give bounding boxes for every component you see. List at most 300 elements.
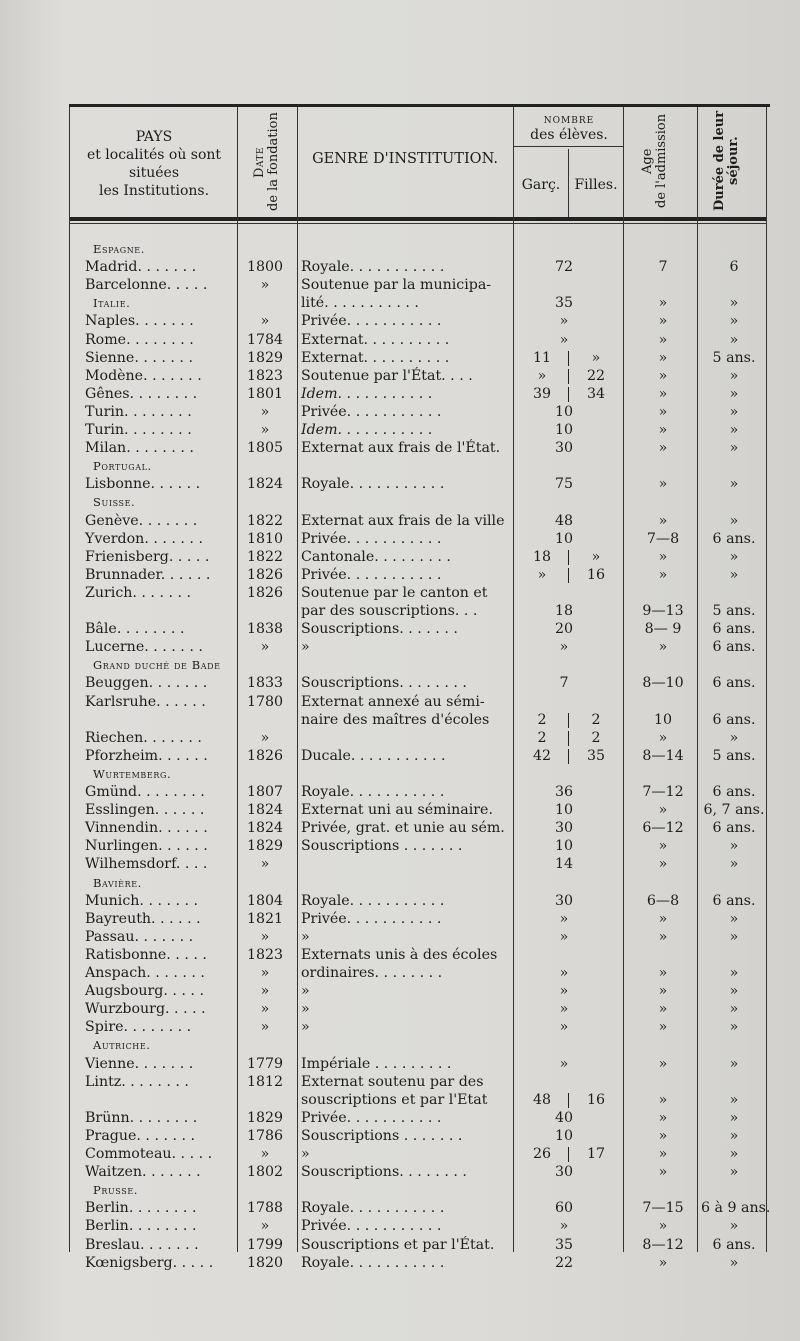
duree-cell: »	[729, 476, 739, 493]
cell-divider	[568, 550, 569, 565]
date-cell: 1824	[246, 802, 284, 819]
date-cell: »	[260, 983, 270, 1000]
age-cell: »	[658, 331, 668, 348]
pays-cell: Gênes. . . . . . . .	[85, 385, 198, 402]
eleves-cell: »	[559, 1218, 569, 1235]
eleves-cell: 35	[554, 295, 574, 312]
cell-divider	[568, 568, 569, 583]
date-cell: 1786	[246, 1127, 284, 1144]
genre-cell: Privée. . . . . . . . . . .	[301, 566, 442, 583]
top-rule	[69, 104, 770, 107]
genre-cell: Royale. . . . . . . . . . .	[301, 1254, 445, 1271]
date-cell: 1779	[246, 1055, 284, 1072]
age-cell: »	[658, 1164, 668, 1181]
pays-cell: Ratisbonne. . . . .	[85, 946, 207, 963]
table-row	[69, 1199, 771, 1217]
pays-cell: Breslau. . . . . . .	[85, 1236, 199, 1253]
duree-cell: »	[729, 1001, 739, 1018]
genre-cell: Souscriptions. . . . . . . .	[301, 1164, 467, 1181]
age-cell: »	[658, 349, 668, 366]
eleves-cell: 10	[554, 1127, 574, 1144]
date-cell: »	[260, 1218, 270, 1235]
duree-cell: »	[729, 385, 739, 402]
header-age-line: de l'admission	[654, 113, 669, 209]
eleves-cell: »	[559, 1055, 569, 1072]
section-heading: Grand duché de Bade	[93, 658, 221, 673]
date-cell: 1823	[246, 946, 284, 963]
duree-cell: 6 ans.	[712, 892, 756, 909]
pays-cell: Berlin. . . . . . . .	[85, 1218, 197, 1235]
genre-cell: Royale. . . . . . . . . . .	[301, 1200, 445, 1217]
pays-cell: Waitzen. . . . . . .	[85, 1164, 201, 1181]
eleves-cell: 48	[554, 512, 574, 529]
age-cell: »	[658, 838, 668, 855]
age-cell: »	[658, 1127, 668, 1144]
duree-cell: »	[729, 440, 739, 457]
date-cell: »	[260, 639, 270, 656]
table-row	[69, 674, 766, 692]
eleves-cell: »	[559, 331, 569, 348]
section-row	[69, 656, 766, 674]
table-row	[69, 349, 766, 367]
duree-cell: 6 ans.	[712, 530, 756, 547]
table-row	[69, 928, 766, 946]
duree-cell: 6 ans.	[712, 639, 756, 656]
pays-cell: Vinnendin. . . . . .	[85, 820, 208, 837]
genre-cell: Royale. . . . . . . . . . .	[301, 784, 445, 800]
genre-cell: Souscriptions . . . . . . .	[301, 1127, 463, 1144]
table-row	[69, 403, 766, 421]
genre-cell: Privée. . . . . . . . . . .	[301, 313, 442, 330]
date-cell: 1780	[246, 693, 284, 710]
header-date	[253, 110, 283, 214]
section-heading: Wurtemberg.	[93, 766, 172, 781]
header-filles: Filles.	[574, 177, 618, 193]
pays-cell: Modène. . . . . . .	[85, 367, 202, 384]
table-row	[69, 1091, 766, 1109]
pays-cell: Lintz. . . . . . . .	[85, 1073, 189, 1090]
genre-cell: Privée, grat. et unie au sém.	[301, 820, 505, 837]
header-date-line: de la fondation	[266, 112, 281, 212]
age-cell: »	[658, 422, 668, 438]
pays-cell: Wurzbourg. . . . .	[85, 1001, 206, 1018]
date-cell: »	[260, 403, 270, 420]
table-row	[69, 982, 766, 1000]
date-cell: 1812	[246, 1073, 284, 1090]
date-cell: 1838	[246, 621, 284, 638]
pays-cell: Kœnigsberg. . . . .	[85, 1254, 214, 1271]
table-row	[69, 1254, 766, 1272]
pays-cell: Barcelonne. . . . .	[85, 277, 208, 294]
eleves-cell: »	[559, 639, 569, 656]
age-cell: 8— 9	[644, 621, 682, 638]
pays-cell: Prague. . . . . . .	[85, 1127, 196, 1144]
duree-cell: »	[729, 1109, 739, 1126]
cell-divider	[568, 749, 569, 764]
eleves-cell: »	[559, 1001, 569, 1018]
eleves-cell: 30	[554, 820, 574, 837]
genre-cell: Ducale. . . . . . . . . . .	[301, 747, 446, 764]
date-cell: 1799	[246, 1236, 284, 1253]
date-cell: 1824	[246, 820, 284, 837]
garcons-cell: 26	[532, 1146, 552, 1162]
genre-cell: Impériale . . . . . . . . .	[301, 1055, 452, 1072]
filles-cell: 22	[586, 367, 606, 384]
garcons-cell: 11	[532, 349, 552, 366]
date-cell: 1822	[246, 548, 284, 565]
age-cell: »	[658, 928, 668, 945]
age-cell: »	[658, 1019, 668, 1036]
pays-cell: Milan. . . . . . . .	[85, 440, 194, 457]
garcons-cell: 48	[532, 1091, 552, 1108]
garcons-cell: 2	[537, 729, 547, 746]
cell-divider	[568, 387, 569, 402]
table-row	[69, 729, 766, 747]
table-row	[69, 258, 766, 276]
genre-cell: Souscriptions et par l'État.	[301, 1236, 495, 1253]
pays-cell: Yverdon. . . . . . .	[85, 530, 203, 547]
table-row	[69, 1145, 766, 1163]
age-cell: »	[658, 910, 668, 927]
pays-cell: Wilhemsdorf. . . .	[85, 856, 208, 873]
cell-divider	[568, 1093, 569, 1108]
section-row	[69, 1181, 766, 1199]
date-cell: 1810	[246, 530, 284, 547]
age-cell: »	[658, 440, 668, 457]
genre-cell: »	[301, 928, 310, 945]
garcons-cell: 42	[532, 747, 552, 764]
garcons-cell: »	[537, 367, 547, 384]
pays-cell: Rome. . . . . . . .	[85, 331, 194, 348]
pays-cell: Gmünd. . . . . . . .	[85, 784, 205, 800]
age-cell: »	[658, 548, 668, 565]
date-cell: 1823	[246, 367, 284, 384]
pays-cell: Passau. . . . . . .	[85, 928, 194, 945]
table-row	[69, 439, 766, 457]
garcons-cell: »	[537, 566, 547, 583]
eleves-cell: »	[559, 1019, 569, 1036]
genre-cell: Soutenue par le canton et	[301, 584, 488, 601]
table-row	[69, 512, 766, 530]
age-cell: »	[658, 983, 668, 1000]
date-cell: 1788	[246, 1200, 284, 1217]
duree-cell: »	[729, 910, 739, 927]
garcons-cell: 18	[532, 548, 552, 565]
age-cell: 6—12	[642, 820, 684, 837]
genre-cell: Externat. . . . . . . . . .	[301, 349, 450, 366]
section-row	[69, 765, 766, 783]
section-heading: Espagne.	[93, 242, 145, 256]
duree-cell: 6 à 9 ans.	[701, 1200, 771, 1217]
genre-cell: Royale. . . . . . . . . . .	[301, 259, 445, 276]
table-row	[69, 801, 766, 819]
header-date-line: Date	[252, 146, 267, 178]
age-cell: »	[658, 566, 668, 583]
date-cell: 1801	[246, 385, 284, 402]
table-row	[69, 1018, 766, 1036]
section-row	[69, 457, 766, 475]
header-duree-line: séjour.	[726, 136, 741, 186]
cell-divider	[568, 731, 569, 746]
pays-cell: Beuggen. . . . . . .	[85, 675, 208, 692]
genre-cell: Soutenue par l'État. . . .	[301, 367, 473, 384]
section-row	[69, 1036, 766, 1054]
genre-cell: Souscriptions . . . . . . .	[301, 838, 463, 855]
date-cell: 1824	[246, 476, 284, 493]
header-genre: GENRE D'INSTITUTION.	[312, 151, 498, 167]
filles-cell: 2	[591, 711, 601, 728]
garcons-cell: 2	[537, 711, 547, 728]
genre-cell: Privée. . . . . . . . . . .	[301, 530, 442, 547]
pays-cell: Anspach. . . . . . .	[85, 965, 205, 981]
table-row	[69, 294, 766, 312]
table-row	[69, 1217, 766, 1235]
genre-cell: »	[301, 1001, 310, 1018]
date-cell: 1833	[246, 675, 284, 692]
age-cell: 10	[653, 711, 673, 728]
date-cell: »	[260, 965, 270, 981]
table-row	[69, 910, 766, 928]
genre-cell: Externat. . . . . . . . . .	[301, 331, 450, 348]
age-cell: »	[658, 1055, 668, 1072]
genre-cell: souscriptions et par l'Etat	[301, 1091, 488, 1108]
header-pays-line: situées	[128, 165, 180, 181]
cell-divider	[568, 369, 569, 384]
age-cell: »	[658, 295, 668, 312]
pays-cell: Riechen. . . . . . .	[85, 729, 202, 746]
duree-cell: »	[729, 928, 739, 945]
eleves-cell: 22	[554, 1254, 574, 1271]
pays-cell: Sienne. . . . . . .	[85, 349, 193, 366]
header-rule	[69, 217, 766, 221]
age-cell: »	[658, 1109, 668, 1126]
table-row	[69, 837, 766, 855]
filles-cell: »	[591, 349, 601, 366]
header-duree-line: Durée de leur	[712, 110, 727, 212]
genre-cell: Souscriptions. . . . . . .	[301, 621, 458, 638]
date-cell: 1822	[246, 512, 284, 529]
age-cell: »	[658, 639, 668, 656]
table-row	[69, 964, 766, 982]
genre-cell: Idem. . . . . . . . . . .	[301, 385, 433, 402]
eleves-cell: 10	[554, 530, 574, 547]
genre-cell: Royale. . . . . . . . . . .	[301, 892, 445, 909]
duree-cell: 6 ans.	[712, 621, 756, 638]
age-cell: »	[658, 1091, 668, 1108]
table-row	[69, 367, 766, 385]
table-row	[69, 421, 766, 439]
eleves-cell: 72	[554, 259, 574, 276]
table-row	[69, 584, 766, 602]
date-cell: 1807	[246, 784, 284, 800]
age-cell: 7—12	[642, 784, 684, 800]
table-row	[69, 1073, 766, 1091]
age-cell: 8—14	[642, 747, 684, 764]
section-heading: Suisse.	[93, 495, 136, 510]
duree-cell: »	[729, 1127, 739, 1144]
date-cell: 1821	[246, 910, 284, 927]
genre-cell: Privée. . . . . . . . . . .	[301, 1109, 442, 1126]
institutions-table	[69, 104, 771, 1271]
table-row	[69, 566, 766, 584]
date-cell: »	[260, 1146, 270, 1162]
duree-cell: »	[729, 1218, 739, 1235]
date-cell: »	[260, 1001, 270, 1018]
age-cell: 9—13	[642, 603, 684, 619]
filles-cell: 16	[586, 1091, 606, 1108]
eleves-cell: 10	[554, 838, 574, 855]
cell-divider	[568, 351, 569, 366]
genre-cell: »	[301, 639, 310, 656]
section-row	[69, 493, 766, 511]
pays-cell: Nurlingen. . . . . .	[85, 838, 208, 855]
table-row	[69, 1000, 766, 1018]
pays-cell: Lucerne. . . . . . .	[85, 639, 203, 656]
cell-divider	[568, 713, 569, 728]
header-rule-thin	[69, 223, 766, 224]
section-heading: Autriche.	[93, 1038, 151, 1053]
duree-cell: 6 ans.	[712, 675, 756, 692]
genre-cell: Royale. . . . . . . . . . .	[301, 476, 445, 493]
age-cell: »	[658, 403, 668, 420]
filles-cell: 34	[586, 385, 606, 402]
duree-cell: »	[729, 512, 739, 529]
duree-cell: 6 ans.	[712, 1236, 756, 1253]
age-cell: 7	[658, 259, 668, 276]
date-cell: 1800	[246, 259, 284, 276]
age-cell: »	[658, 385, 668, 402]
pays-cell: Frienisberg. . . . .	[85, 548, 210, 565]
date-cell: 1820	[246, 1254, 284, 1271]
duree-cell: »	[729, 313, 739, 330]
eleves-cell: 10	[554, 802, 574, 819]
pays-cell: Esslingen. . . . . .	[85, 802, 205, 819]
genre-cell: Externats unis à des écoles	[301, 946, 498, 963]
pays-cell: Turin. . . . . . . .	[85, 403, 192, 420]
age-cell: »	[658, 367, 668, 384]
eleves-cell: 10	[554, 422, 574, 438]
duree-cell: »	[729, 331, 739, 348]
pays-cell: Berlin. . . . . . . .	[85, 1200, 197, 1217]
age-cell: »	[658, 802, 668, 819]
filles-cell: 35	[586, 747, 606, 764]
table-row	[69, 783, 766, 801]
table-row	[69, 747, 766, 765]
header-des-eleves: des élèves.	[530, 127, 608, 143]
table-row	[69, 946, 766, 964]
garcons-cell: 39	[532, 385, 552, 402]
date-cell: »	[260, 422, 270, 438]
table-row	[69, 548, 766, 566]
header-subrule	[513, 146, 623, 147]
duree-cell: 6, 7 ans.	[703, 802, 765, 819]
eleves-cell: 30	[554, 892, 574, 909]
genre-cell: »	[301, 983, 310, 1000]
eleves-cell: »	[559, 965, 569, 981]
pays-cell: Munich. . . . . . .	[85, 892, 199, 909]
eleves-cell: 20	[554, 621, 574, 638]
header-pays-line: les Institutions.	[98, 183, 210, 199]
duree-cell: »	[729, 983, 739, 1000]
pays-cell: Pforzheim. . . . . .	[85, 747, 208, 764]
pays-cell: Vienne. . . . . . .	[85, 1055, 194, 1072]
eleves-cell: 35	[554, 1236, 574, 1253]
pays-cell: Zurich. . . . . . .	[85, 584, 192, 601]
age-cell: »	[658, 1001, 668, 1018]
eleves-cell: 7	[559, 675, 569, 692]
pays-cell: Madrid. . . . . . .	[85, 259, 197, 276]
genre-cell: Privée. . . . . . . . . . .	[301, 1218, 442, 1235]
genre-cell: »	[301, 1019, 310, 1036]
eleves-cell: 30	[554, 1164, 574, 1181]
table-row	[69, 331, 766, 349]
duree-cell: 5 ans.	[712, 747, 756, 764]
genre-cell: Externat aux frais de la ville	[301, 512, 505, 529]
table-row	[69, 312, 766, 330]
table-row	[69, 693, 766, 711]
header-duree	[713, 108, 749, 214]
date-cell: »	[260, 313, 270, 330]
header-pays	[73, 128, 235, 200]
duree-cell: »	[729, 965, 739, 981]
pays-cell: Augsbourg. . . . .	[85, 983, 204, 1000]
age-cell: 7—8	[646, 530, 680, 547]
pays-cell: Naples. . . . . . .	[85, 313, 194, 330]
age-cell: 7—15	[642, 1200, 684, 1217]
pays-cell: Bâle. . . . . . . .	[85, 621, 185, 638]
genre-cell: lité. . . . . . . . . . .	[301, 295, 419, 312]
genre-cell: Cantonale. . . . . . . . .	[301, 548, 451, 565]
duree-cell: »	[729, 422, 739, 438]
eleves-cell: 75	[554, 476, 574, 493]
eleves-cell: 10	[554, 403, 574, 420]
duree-cell: 5 ans.	[712, 603, 756, 619]
duree-cell: 5 ans.	[712, 349, 756, 366]
date-cell: »	[260, 928, 270, 945]
table-row	[69, 855, 766, 873]
table-row	[69, 276, 766, 294]
table-row	[69, 530, 766, 548]
pays-cell: Bayreuth. . . . . .	[85, 910, 201, 927]
duree-cell: »	[729, 566, 739, 583]
duree-cell: »	[729, 856, 739, 873]
table-row	[69, 819, 766, 837]
eleves-cell: 40	[554, 1109, 574, 1126]
age-cell: 6—8	[646, 892, 680, 909]
pays-cell: Commoteau. . . . .	[85, 1146, 213, 1162]
genre-cell: Soutenue par la municipa-	[301, 277, 492, 294]
table-row	[69, 1163, 766, 1181]
section-row	[69, 240, 766, 258]
eleves-cell: »	[559, 928, 569, 945]
section-heading: Bavière.	[93, 875, 142, 890]
table-row	[69, 602, 766, 620]
pays-cell: Brunnader. . . . . .	[85, 566, 211, 583]
table-row	[69, 475, 766, 493]
eleves-cell: »	[559, 983, 569, 1000]
age-cell: »	[658, 1146, 668, 1162]
duree-cell: »	[729, 1164, 739, 1181]
duree-cell: 6 ans.	[712, 820, 756, 837]
age-cell: »	[658, 512, 668, 529]
genre-cell: Privée. . . . . . . . . . .	[301, 403, 442, 420]
date-cell: »	[260, 277, 270, 294]
filles-cell: 16	[586, 566, 606, 583]
genre-cell: Externat soutenu par des	[301, 1073, 484, 1090]
age-cell: 8—12	[642, 1236, 684, 1253]
genre-cell: ordinaires. . . . . . . .	[301, 965, 443, 981]
table-row	[69, 1236, 766, 1254]
